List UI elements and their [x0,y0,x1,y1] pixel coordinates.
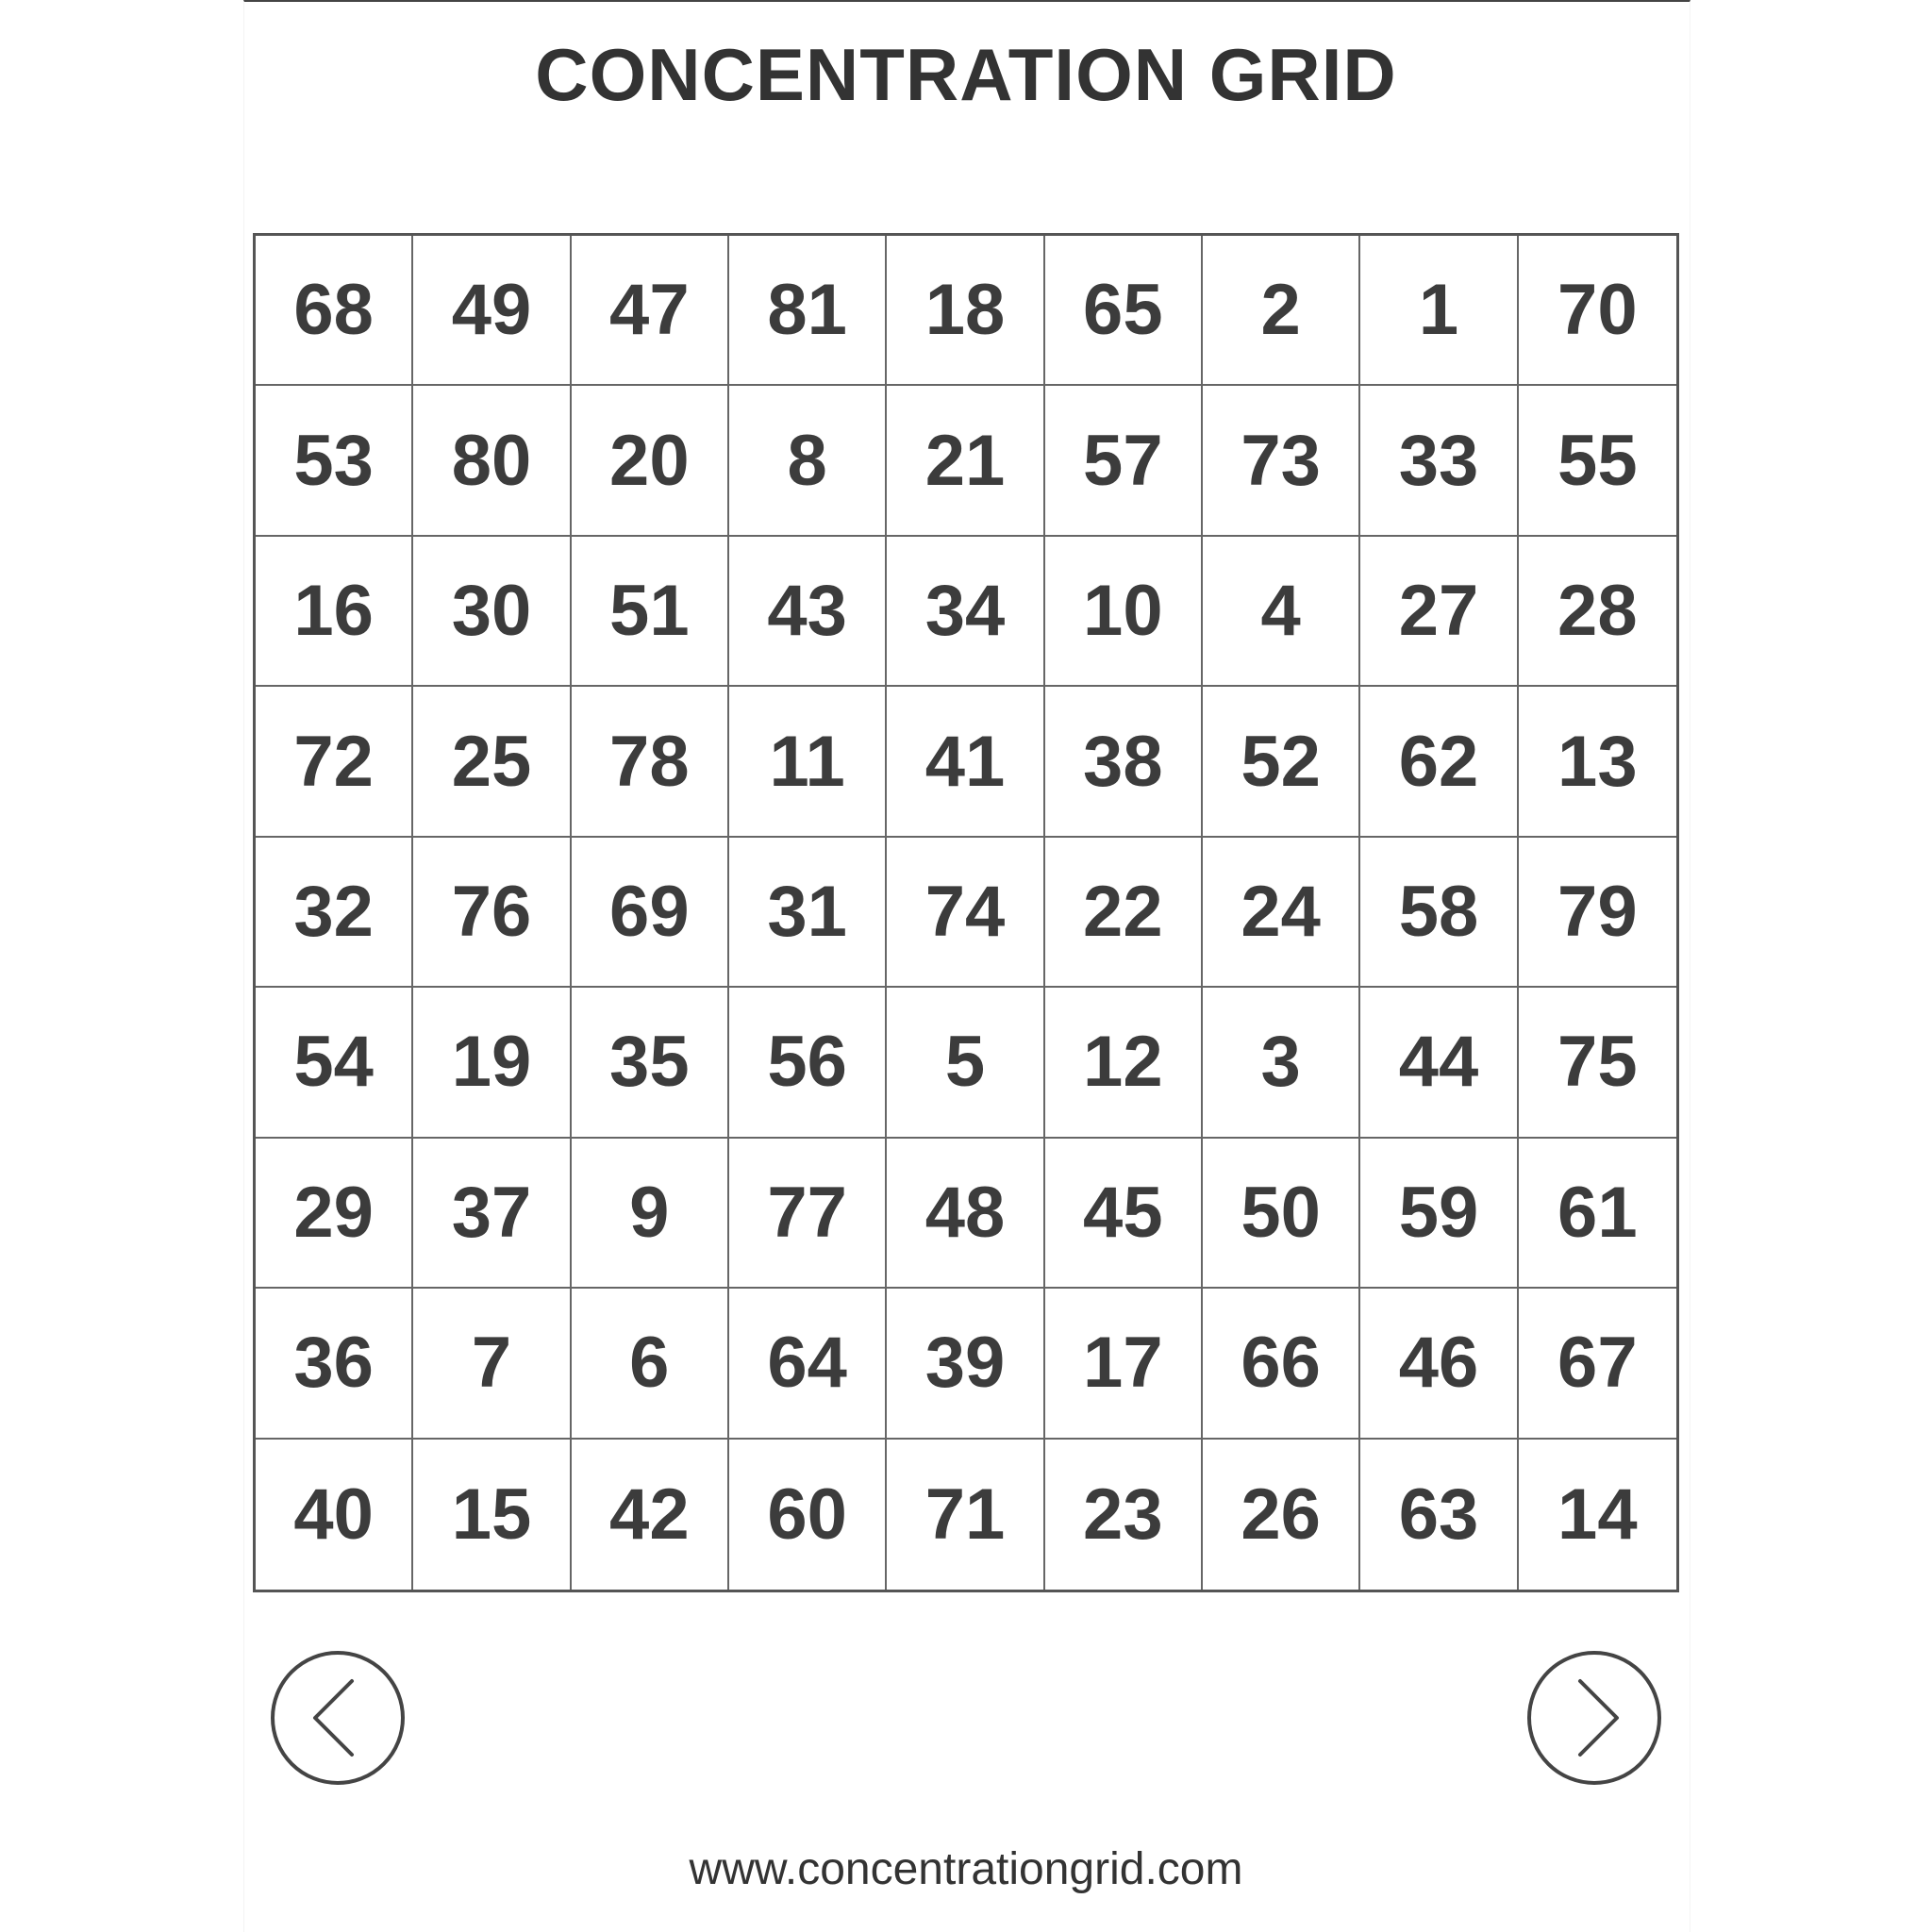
grid-cell[interactable]: 62 [1360,687,1518,837]
grid-cell[interactable]: 77 [729,1139,887,1289]
grid-cell[interactable]: 52 [1203,687,1360,837]
grid-cell[interactable]: 25 [413,687,571,837]
grid-cell[interactable]: 55 [1519,386,1676,536]
grid-cell[interactable]: 80 [413,386,571,536]
grid-cell[interactable]: 19 [413,988,571,1138]
grid-cell[interactable]: 75 [1519,988,1676,1138]
grid-cell[interactable]: 60 [729,1440,887,1590]
grid-cell[interactable]: 68 [256,236,413,386]
grid-cell[interactable]: 30 [413,537,571,687]
grid-cell[interactable]: 65 [1045,236,1203,386]
grid-cell[interactable]: 13 [1519,687,1676,837]
grid-cell[interactable]: 20 [572,386,729,536]
grid-cell[interactable]: 17 [1045,1289,1203,1439]
grid-cell[interactable]: 78 [572,687,729,837]
grid-cell[interactable]: 1 [1360,236,1518,386]
grid-cell[interactable]: 58 [1360,838,1518,988]
grid-cell[interactable]: 26 [1203,1440,1360,1590]
grid-cell[interactable]: 79 [1519,838,1676,988]
grid-cell[interactable]: 31 [729,838,887,988]
grid-cell[interactable]: 44 [1360,988,1518,1138]
page-title: CONCENTRATION GRID [535,33,1397,116]
grid-cell[interactable]: 6 [572,1289,729,1439]
grid-cell[interactable]: 48 [887,1139,1044,1289]
grid-cell[interactable]: 72 [256,687,413,837]
grid-cell[interactable]: 24 [1203,838,1360,988]
grid-cell[interactable]: 63 [1360,1440,1518,1590]
grid-cell[interactable]: 29 [256,1139,413,1289]
grid-cell[interactable]: 64 [729,1289,887,1439]
grid-cell[interactable]: 69 [572,838,729,988]
chevron-right-icon [1531,1655,1657,1781]
grid-cell[interactable]: 32 [256,838,413,988]
grid-cell[interactable]: 59 [1360,1139,1518,1289]
grid-cell[interactable]: 15 [413,1440,571,1590]
grid-cell[interactable]: 41 [887,687,1044,837]
grid-cell[interactable]: 74 [887,838,1044,988]
grid-cell[interactable]: 10 [1045,537,1203,687]
grid-cell[interactable]: 2 [1203,236,1360,386]
grid-cell[interactable]: 51 [572,537,729,687]
grid-cell[interactable]: 11 [729,687,887,837]
grid-cell[interactable]: 81 [729,236,887,386]
grid-cell[interactable]: 23 [1045,1440,1203,1590]
grid-cell[interactable]: 43 [729,537,887,687]
grid-cell[interactable]: 36 [256,1289,413,1439]
grid-cell[interactable]: 4 [1203,537,1360,687]
grid-cell[interactable]: 18 [887,236,1044,386]
grid-cell[interactable]: 33 [1360,386,1518,536]
grid-cell[interactable]: 47 [572,236,729,386]
previous-button[interactable] [271,1651,405,1785]
grid-cell[interactable]: 7 [413,1289,571,1439]
grid-cell[interactable]: 37 [413,1139,571,1289]
grid-cell[interactable]: 3 [1203,988,1360,1138]
grid-cell[interactable]: 67 [1519,1289,1676,1439]
grid-cell[interactable]: 46 [1360,1289,1518,1439]
grid-cell[interactable]: 71 [887,1440,1044,1590]
grid-cell[interactable]: 76 [413,838,571,988]
chevron-left-icon [275,1655,401,1781]
grid-cell[interactable]: 50 [1203,1139,1360,1289]
grid-cell[interactable]: 28 [1519,537,1676,687]
website-url: www.concentrationgrid.com [689,1844,1243,1894]
grid-cell[interactable]: 57 [1045,386,1203,536]
grid-cell[interactable]: 49 [413,236,571,386]
grid-cell[interactable]: 54 [256,988,413,1138]
grid-cell[interactable]: 40 [256,1440,413,1590]
grid-cell[interactable]: 16 [256,537,413,687]
grid-cell[interactable]: 39 [887,1289,1044,1439]
next-button[interactable] [1527,1651,1661,1785]
grid-cell[interactable]: 35 [572,988,729,1138]
grid-cell[interactable]: 34 [887,537,1044,687]
grid-cell[interactable]: 38 [1045,687,1203,837]
grid-cell[interactable]: 5 [887,988,1044,1138]
grid-cell[interactable]: 9 [572,1139,729,1289]
grid-cell[interactable]: 14 [1557,1474,1638,1555]
grid-cell[interactable]: 61 [1519,1139,1676,1289]
grid-cell[interactable]: 8 [729,386,887,536]
grid-cell[interactable]: 70 [1519,236,1676,386]
grid-cell[interactable]: 53 [256,386,413,536]
grid-cell[interactable]: 45 [1045,1139,1203,1289]
grid-cell[interactable]: 21 [887,386,1044,536]
grid-cell[interactable]: 56 [729,988,887,1138]
grid-cell[interactable]: 27 [1360,537,1518,687]
grid-cell[interactable]: 12 [1045,988,1203,1138]
grid-cell[interactable]: 66 [1203,1289,1360,1439]
grid-cell[interactable]: 73 [1203,386,1360,536]
grid-cell[interactable]: 22 [1045,838,1203,988]
number-grid [253,233,1679,1592]
grid-cell[interactable]: 42 [572,1440,729,1590]
